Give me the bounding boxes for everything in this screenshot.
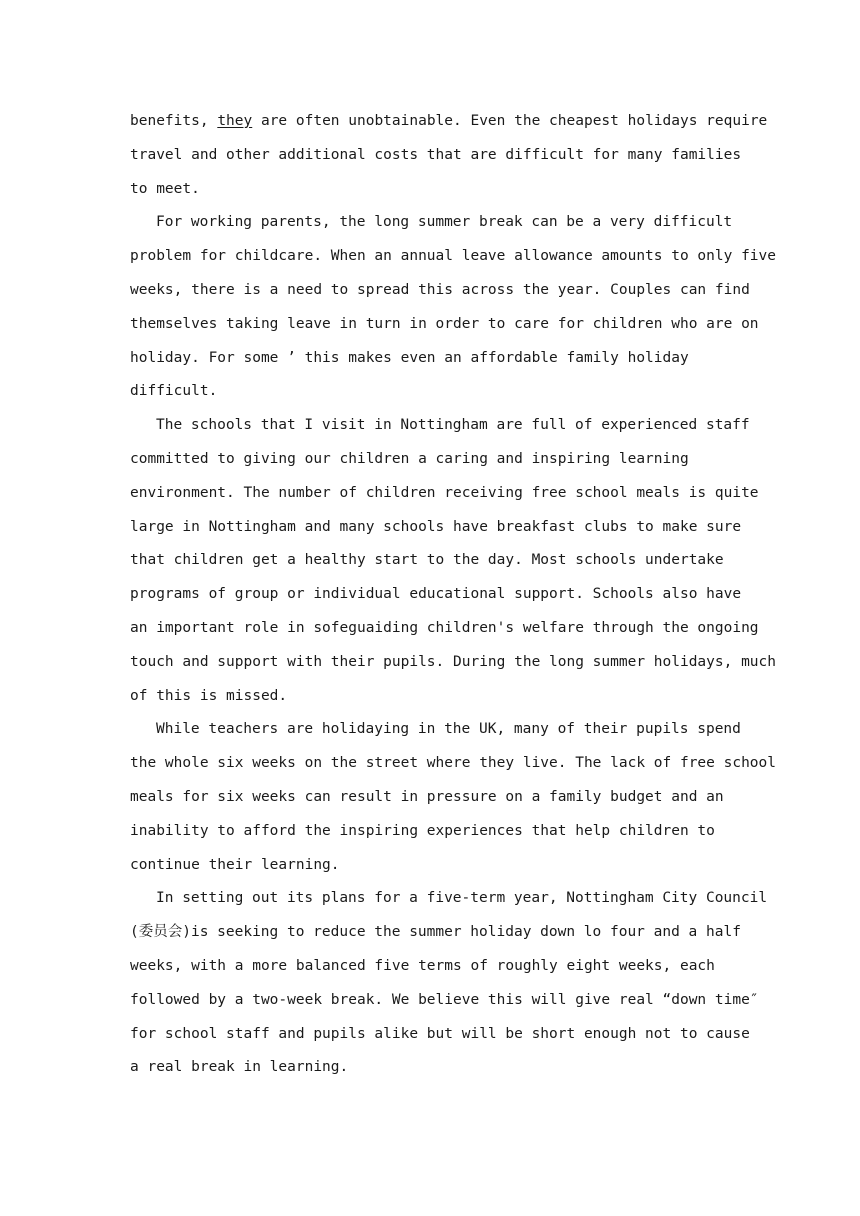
text-line: programs of group or individual educational support. Schools also have — [130, 586, 742, 603]
text-line: While teachers are holidaying in the UK, many of their pupils spend — [156, 721, 741, 738]
text-line: weeks, there is a need to spread this across the year. Couples can find — [130, 281, 750, 298]
text-line: for school staff and pupils alike but will be short enough not to cause — [130, 1025, 750, 1042]
text-line: that children get a healthy start to the day. Most schools undertake — [130, 552, 724, 569]
text-line: themselves taking leave in turn in order to care for children who are on — [130, 315, 759, 332]
text-line: an important role in sofeguaiding children's welfare through the ongoing — [130, 619, 759, 636]
paragraph-5 — [130, 882, 768, 1085]
text-line: weeks, with a more balanced five terms of roughly eight weeks, each — [130, 957, 715, 974]
document-body — [130, 105, 777, 1085]
text-line: of this is missed. — [130, 687, 288, 704]
text-line: committed to giving our children a caring and inspiring learning — [130, 450, 689, 467]
text-line: continue their learning. — [130, 856, 340, 873]
text-line: large in Nottingham and many schools have breakfast clubs to make sure — [130, 518, 742, 535]
text-line: benefits, they are often unobtainable. Even the cheapest holidays require — [130, 113, 768, 129]
text-line: For working parents, the long summer break can be a very difficult — [156, 214, 733, 231]
text-line: difficult. — [130, 383, 218, 400]
text-line: (委员会)is seeking to reduce the summer holiday down lo four and a half — [130, 924, 741, 941]
paragraph-2 — [130, 206, 777, 409]
text-line: The schools that I visit in Nottingham are full of experienced staff — [156, 417, 750, 434]
underlined-word: they — [217, 113, 253, 129]
text-line: problem for childcare. When an annual leave allowance amounts to only five — [130, 248, 777, 265]
text-line: touch and support with their pupils. During the long summer holidays, much — [130, 653, 777, 670]
text-line: the whole six weeks on the street where they live. The lack of free school — [130, 755, 777, 772]
text-line: to meet. — [130, 180, 200, 197]
paragraph-1 — [130, 105, 768, 206]
text-line: travel and other additional costs that are difficult for many families — [130, 146, 742, 163]
text-line: environment. The number of children receiving free school meals is quite — [130, 484, 759, 501]
paragraph-3 — [130, 409, 777, 713]
text-line: inability to afford the inspiring experiences that help children to — [130, 822, 715, 839]
text-line: meals for six weeks can result in pressure on a family budget and an — [130, 788, 724, 805]
text-line: a real break in learning. — [130, 1059, 349, 1076]
text-line: holiday. For some ’ this makes even an affordable family holiday — [130, 349, 689, 366]
text-line: followed by a two-week break. We believe this will give real “down time″ — [130, 991, 759, 1008]
text-line: In setting out its plans for a five-term year, Nottingham City Council — [156, 890, 768, 907]
paragraph-4 — [130, 713, 777, 882]
